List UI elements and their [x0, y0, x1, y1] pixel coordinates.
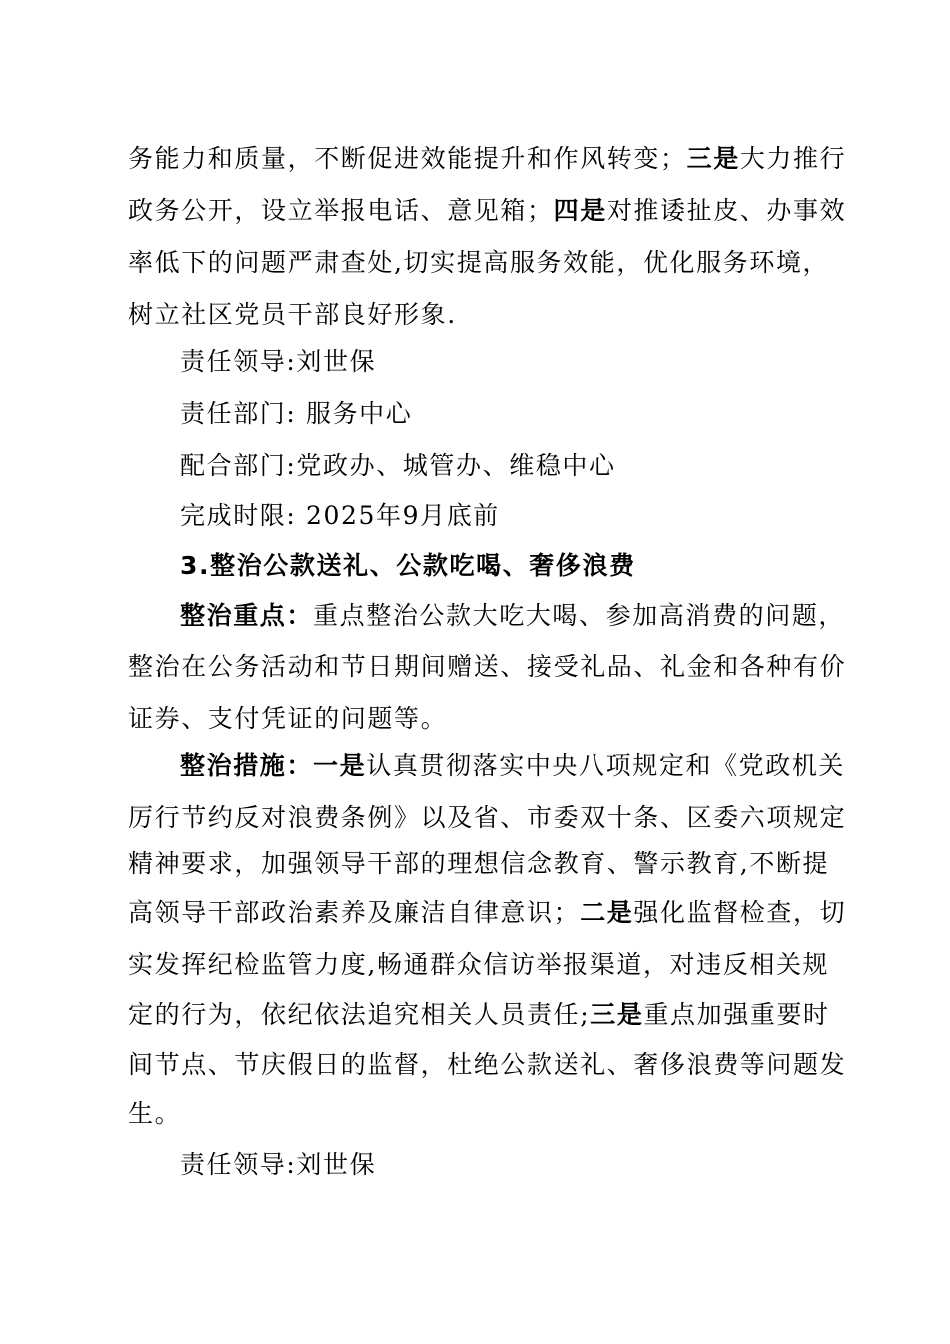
paragraph-line: [128, 237, 828, 289]
bold-run: 一是: [313, 751, 367, 780]
text-run: 务能力和质量，不断促进效能提升和作风转变；: [128, 144, 687, 173]
paragraph-line: [180, 740, 880, 792]
text-run: 树立社区党员干部良好形象.: [128, 300, 457, 329]
bold-run: 整治重点：: [180, 601, 314, 630]
paragraph-line: [128, 887, 847, 939]
text-run: 对推诿扯皮、办事效: [606, 196, 847, 225]
paragraph-line: [128, 693, 828, 745]
text-run: 重点加强重要时: [643, 1000, 830, 1029]
heading-text: 3.整治公款送礼、公款吃喝、奢侈浪费: [180, 551, 636, 580]
text-run: 精神要求，加强领导干部的理想信念教育、警示教育,不断提: [128, 849, 830, 878]
paragraph-line: [128, 641, 847, 693]
text-run: 率低下的问题严肃查处,切实提高服务效能，优化服务环境，: [128, 248, 830, 277]
text-run: 完成时限: 2025年9月底前: [180, 501, 500, 530]
text-run: 配合部门:党政办、城管办、维稳中心: [180, 451, 616, 480]
text-run: 政务公开，设立举报电话、意见箱；: [128, 196, 554, 225]
text-run: 大力推行: [739, 144, 847, 173]
bold-run: 整治措施：: [180, 751, 314, 780]
cooperating-departments: [180, 440, 880, 492]
text-run: 厉行节约反对浪费条例》以及省、市委双十条、区委六项规定: [128, 803, 847, 832]
text-run: 高领导干部政治素养及廉洁自律意识；: [128, 898, 581, 927]
text-run: 认真贯彻落实中央八项规定和《党政机关: [366, 751, 846, 780]
paragraph-line: [180, 590, 880, 642]
bold-run: 四是: [553, 196, 607, 225]
paragraph-line: [128, 289, 828, 341]
text-run: 整治在公务活动和节日期间赠送、接受礼品、礼金和各种有价: [128, 652, 847, 681]
text-run: 生。: [128, 1099, 182, 1128]
paragraph-line: [128, 838, 828, 890]
responsible-department: [180, 388, 880, 440]
text-run: 责任领导:刘世保: [180, 347, 377, 376]
section-heading: [180, 540, 880, 592]
paragraph-line: [128, 939, 828, 991]
paragraph-line: [128, 1039, 847, 1091]
paragraph-line: [128, 989, 828, 1041]
text-run: 定的行为，依纪依法追究相关人员责任;: [128, 1000, 591, 1029]
deadline: [180, 490, 880, 542]
text-run: 责任领导:刘世保: [180, 1150, 377, 1179]
text-run: 证券、支付凭证的问题等。: [128, 704, 448, 733]
bold-run: 三是: [686, 144, 740, 173]
text-run: 强化监督检查，切: [633, 898, 847, 927]
paragraph-line: [128, 185, 847, 237]
paragraph-line: [128, 133, 847, 185]
text-run: 实发挥纪检监管力度,畅通群众信访举报渠道，对违反相关规: [128, 950, 830, 979]
bold-run: 三是: [590, 1000, 644, 1029]
paragraph-line: [128, 1088, 828, 1140]
paragraph-line: [128, 792, 847, 844]
text-run: 责任部门: 服务中心: [180, 399, 413, 428]
text-run: 间节点、节庆假日的监督，杜绝公款送礼、奢侈浪费等问题发: [128, 1050, 847, 1079]
text-run: 重点整治公款大吃大喝、参加高消费的问题，: [313, 601, 846, 630]
responsible-leader: [180, 336, 880, 388]
bold-run: 二是: [580, 898, 634, 927]
responsible-leader: [180, 1139, 880, 1191]
